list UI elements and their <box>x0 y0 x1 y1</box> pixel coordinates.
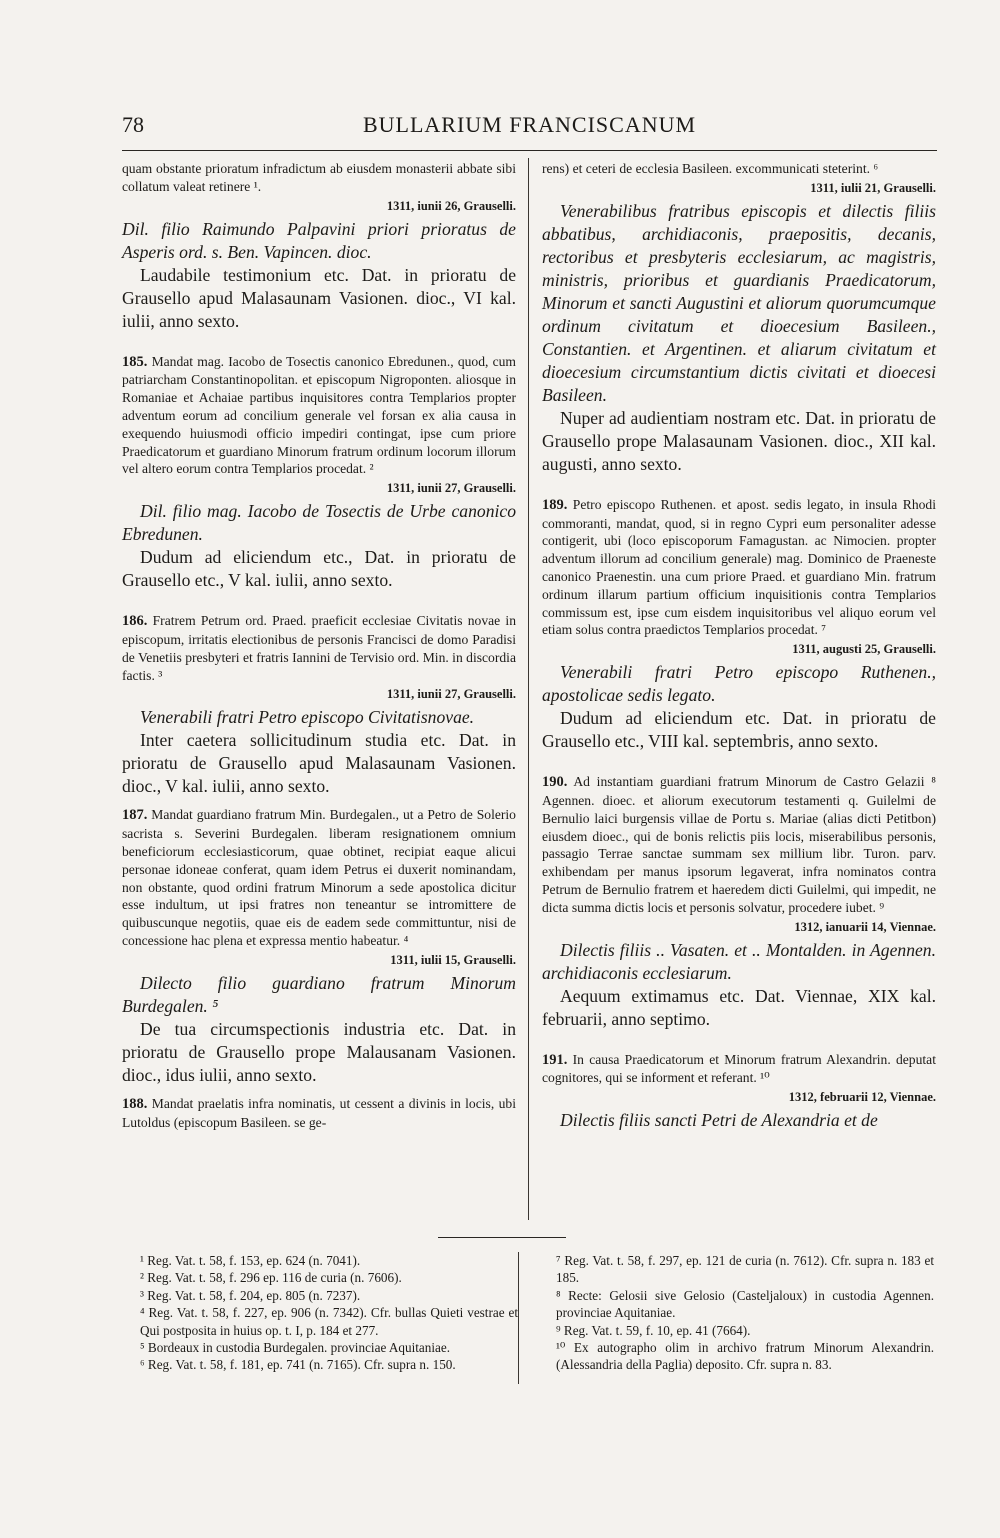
spacer <box>122 1087 516 1095</box>
footnote: ⁹ Reg. Vat. t. 59, f. 10, ep. 41 (7664). <box>556 1322 751 1338</box>
entry-number: 190. <box>542 774 568 791</box>
footnote: ¹ Reg. Vat. t. 58, f. 153, ep. 624 (n. 7041). <box>140 1253 361 1268</box>
address: Dil. filio mag. Iacobo de Tosectis de Urbe canonico Ebredunen. <box>122 501 516 545</box>
entry-number: 188. <box>122 1095 148 1112</box>
column-divider <box>528 158 529 1220</box>
address: Venerabilibus fratribus episcopis et dilectis filiis abbatibus, archidiaconis, praepositis, decanis, rectoribus et presbyteris ecclesiarum, ac magistris, ministris, prioribus et guardianis Praedicatorum, Minorum et sancti Augustini et aliorum quorumcumque ordinum civitatum et dioecesium Basileen., Constantien. et Argentinen. et aliarum civitatum et dioecesium circumstantium dictis civitati et dioecesi Basileen. <box>542 200 936 405</box>
dateline: 1311, iulii 15, Grauselli. <box>390 952 516 967</box>
regest: Ad instantiam guardiani fratrum Minorum de Castro Gelazii ⁸ Agennen. dioec. et aliorum executorum testamenti q. Guilelmi de Bernulio laici burgensis villae de Portu s. Mariae (alias dicti Petitbon) eiusdem dioec., qui de bonis relictis piis locis, miserabilibus personis, passagio Terrae sanctae summam sex millium libr. Turon. parv. exhibendam per manus ipsorum legaverat, infra nominatos contra Petrum de Bernulio fratrem et haeredem dicti Guilelmi, qui impedit, ne dicta summa dictis locis et personis solvatur, procedere iubet. ⁹ <box>542 774 936 915</box>
entry-number: 189. <box>542 496 568 513</box>
address: Dil. filio Raimundo Palpavini priori prioratus de Asperis ord. s. Ben. Vapincen. dioc. <box>122 218 516 262</box>
footnote-divider <box>518 1252 519 1384</box>
footnote: ¹⁰ Ex autographo olim in archivo fratrum Minorum Alexandrin. (Alessandria della Paglia) deposito. Cfr. supra n. 83. <box>556 1340 934 1373</box>
running-title: BULLARIUM FRANCISCANUM <box>362 112 697 137</box>
footnote-rule <box>438 1237 566 1238</box>
footnote: ⁴ Reg. Vat. t. 58, f. 227, ep. 906 (n. 7342). Cfr. bullas Quieti vestrae et Qui postposita in huius op. t. I, p. 184 et 277. <box>140 1305 518 1338</box>
footnote: ⁵ Bordeaux in custodia Burdegalen. provinciae Aquitaniae. <box>140 1340 451 1356</box>
dateline: 1312, februarii 12, Viennae. <box>788 1090 936 1105</box>
dateline: 1311, iunii 27, Grauselli. <box>386 481 516 496</box>
entry-185 <box>122 353 516 479</box>
spacer <box>122 592 516 612</box>
footnotes-left <box>140 1252 518 1374</box>
right-column <box>542 160 936 1132</box>
regest: Mandat guardiano fratrum Min. Burdegalen., ut a Petro de Solerio sacrista s. Severini Burdegalen. liberam resignationem omnium beneficiorum ecclesiasticorum, quae obtinet, recipiat eaque alicui personae idoneae conferat, quam idem Petrus ei duxerit nominandam, non obstante, quod ordini fratrum Minorum a sede apostolica dicitur esse indultum, ut ipsi fratres non teneantur se intromittere de quibuscunque negotiis, quae eis de eadem sede committuntur, nisi de concessione hac plena et expressa mentio habeatur. ⁴ <box>122 807 516 948</box>
text-body: Nuper ad audientiam nostram etc. Dat. in prioratu de Grausello prope Malasaunam Vasionen. dioc., XII kal. augusti, anno sexto. <box>542 407 936 474</box>
dateline: 1311, iunii 26, Grauselli. <box>386 198 516 213</box>
entry-number: 187. <box>122 807 148 824</box>
entry-number: 191. <box>542 1051 568 1068</box>
footnote: ⁸ Recte: Gelosii sive Gelosio (Casteljaloux) in custodia Agennen. provinciae Aquitaniae. <box>556 1287 934 1321</box>
page-header <box>122 112 937 146</box>
footnote: ⁶ Reg. Vat. t. 58, f. 181, ep. 741 (n. 7165). Cfr. supra n. 150. <box>140 1357 456 1373</box>
spacer <box>542 476 936 496</box>
regest: Fratrem Petrum ord. Praed. praeficit ecclesiae Civitatis novae in episcopum, irritatis electionibus de personis Francisci de domo Paradisi de Venetiis presbyteri et fratris Iannini de Tervisio ord. Min. in discordia factis. ³ <box>122 613 516 683</box>
dateline: 1311, augusti 25, Grauselli. <box>792 642 936 657</box>
entry-number: 185. <box>122 353 148 370</box>
page-number: 78 <box>122 112 144 137</box>
address: Dilectis filiis .. Vasaten. et .. Montalden. in Agennen. archidiaconis ecclesiarum. <box>542 939 936 983</box>
dateline: 1311, iunii 27, Grauselli. <box>386 687 516 702</box>
entry-189 <box>542 496 936 639</box>
entry-number: 186. <box>122 613 148 630</box>
left-column <box>122 160 516 1131</box>
address: Venerabili fratri Petro episcopo Ruthenen., apostolicae sedis legato. <box>542 662 936 706</box>
dateline: 1311, iulii 21, Grauselli. <box>810 180 936 195</box>
header-rule <box>122 150 937 151</box>
regest: Mandat mag. Iacobo de Tosectis canonico Ebredunen., quod, cum patriarcham Constantinopolitan. et episcopum Nigroponten. aliosque in Romaniae et Achaiae partibus inquisitores contra Templarios propter adventum eorum ad concilium generale vel forsan ex alia causa in exequendo huiusmodi officio impediri contingat, ipse cum priore Praedicatorum et guardiano Minorum fratrum ordinum locorum illorum vel altero eorum contra Templarios procedat. ² <box>122 353 516 477</box>
footnote: ⁷ Reg. Vat. t. 58, f. 297, ep. 121 de curia (n. 7612). Cfr. supra n. 183 et 185. <box>556 1253 934 1286</box>
text-body: Laudabile testimonium etc. Dat. in prioratu de Grausello apud Malasaunam Vasionen. dioc., VI kal. iulii, anno sexto. <box>122 264 516 331</box>
footnotes-right <box>556 1252 934 1374</box>
entry-187 <box>122 806 516 949</box>
entry-186 <box>122 612 516 684</box>
regest: In causa Praedicatorum et Minorum fratrum Alexandrin. deputat cognitores, qui se informent et referant. ¹⁰ <box>542 1051 936 1086</box>
footnote: ³ Reg. Vat. t. 58, f. 204, ep. 805 (n. 7237). <box>140 1287 361 1303</box>
spacer <box>122 798 516 806</box>
spacer <box>122 333 516 353</box>
spacer <box>542 1031 936 1051</box>
regest: Petro episcopo Ruthenen. et apost. sedis legato, in insula Rhodi commoranti, mandat, quod, si in regno Cypri eum personaliter adesse contigerit, ubi (loco episcoporum Famagustan. ac Nimocien. propter adventum illorum ad concilium generale) mag. Dominico de Praeneste canonico Praenestin. una cum priore Praed. et guardiano Min. fratrum ordinum illarum partium officium inquisitionis contra Templarios commissum est, ipse cum eisdem inquisitoribus vel aliquo eorum vel etiam solus contra praedictos Templarios procedat. ⁷ <box>542 496 936 638</box>
text-body: De tua circumspectionis industria etc. Dat. in prioratu de Grausello prope Malausanam Vasionen. dioc., idus iulii, anno sexto. <box>122 1018 516 1085</box>
paragraph: quam obstante prioratum infradictum ab eiusdem monasterii abbate sibi collatum valeat retinere ¹. <box>122 161 516 194</box>
address: Venerabili fratri Petro episcopo Civitatisnovae. <box>140 707 475 728</box>
regest: Mandat praelatis infra nominatis, ut cessent a divinis in locis, ubi Lutoldus (episcopum Basileen. se ge- <box>122 1095 517 1130</box>
spacer <box>542 753 936 773</box>
dateline: 1312, ianuarii 14, Viennae. <box>794 919 936 934</box>
text-body: Aequum extimamus etc. Dat. Viennae, XIX kal. februarii, anno septimo. <box>542 985 936 1029</box>
address: Dilectis filiis sancti Petri de Alexandria et de <box>560 1110 878 1131</box>
entry-188 <box>122 1095 516 1132</box>
text-body: Inter caetera sollicitudinum studia etc. Dat. in prioratu de Grausello apud Malasaunam Vasionen. dioc., V kal. iulii, anno sexto. <box>122 730 516 797</box>
entry-191 <box>542 1051 936 1088</box>
address: Dilecto filio guardiano fratrum Minorum Burdegalen. ⁵ <box>122 972 516 1016</box>
entry-190 <box>542 773 936 916</box>
text-body: Dudum ad eliciendum etc. Dat. in prioratu de Grausello etc., VIII kal. septembris, anno sexto. <box>542 708 936 752</box>
paragraph: rens) et ceteri de ecclesia Basileen. excommunicati steterint. ⁶ <box>542 161 879 176</box>
footnote: ² Reg. Vat. t. 58, f. 296 ep. 116 de curia (n. 7606). <box>140 1270 402 1286</box>
text-body: Dudum ad eliciendum etc., Dat. in prioratu de Grausello etc., V kal. iulii, anno sexto. <box>122 547 516 591</box>
